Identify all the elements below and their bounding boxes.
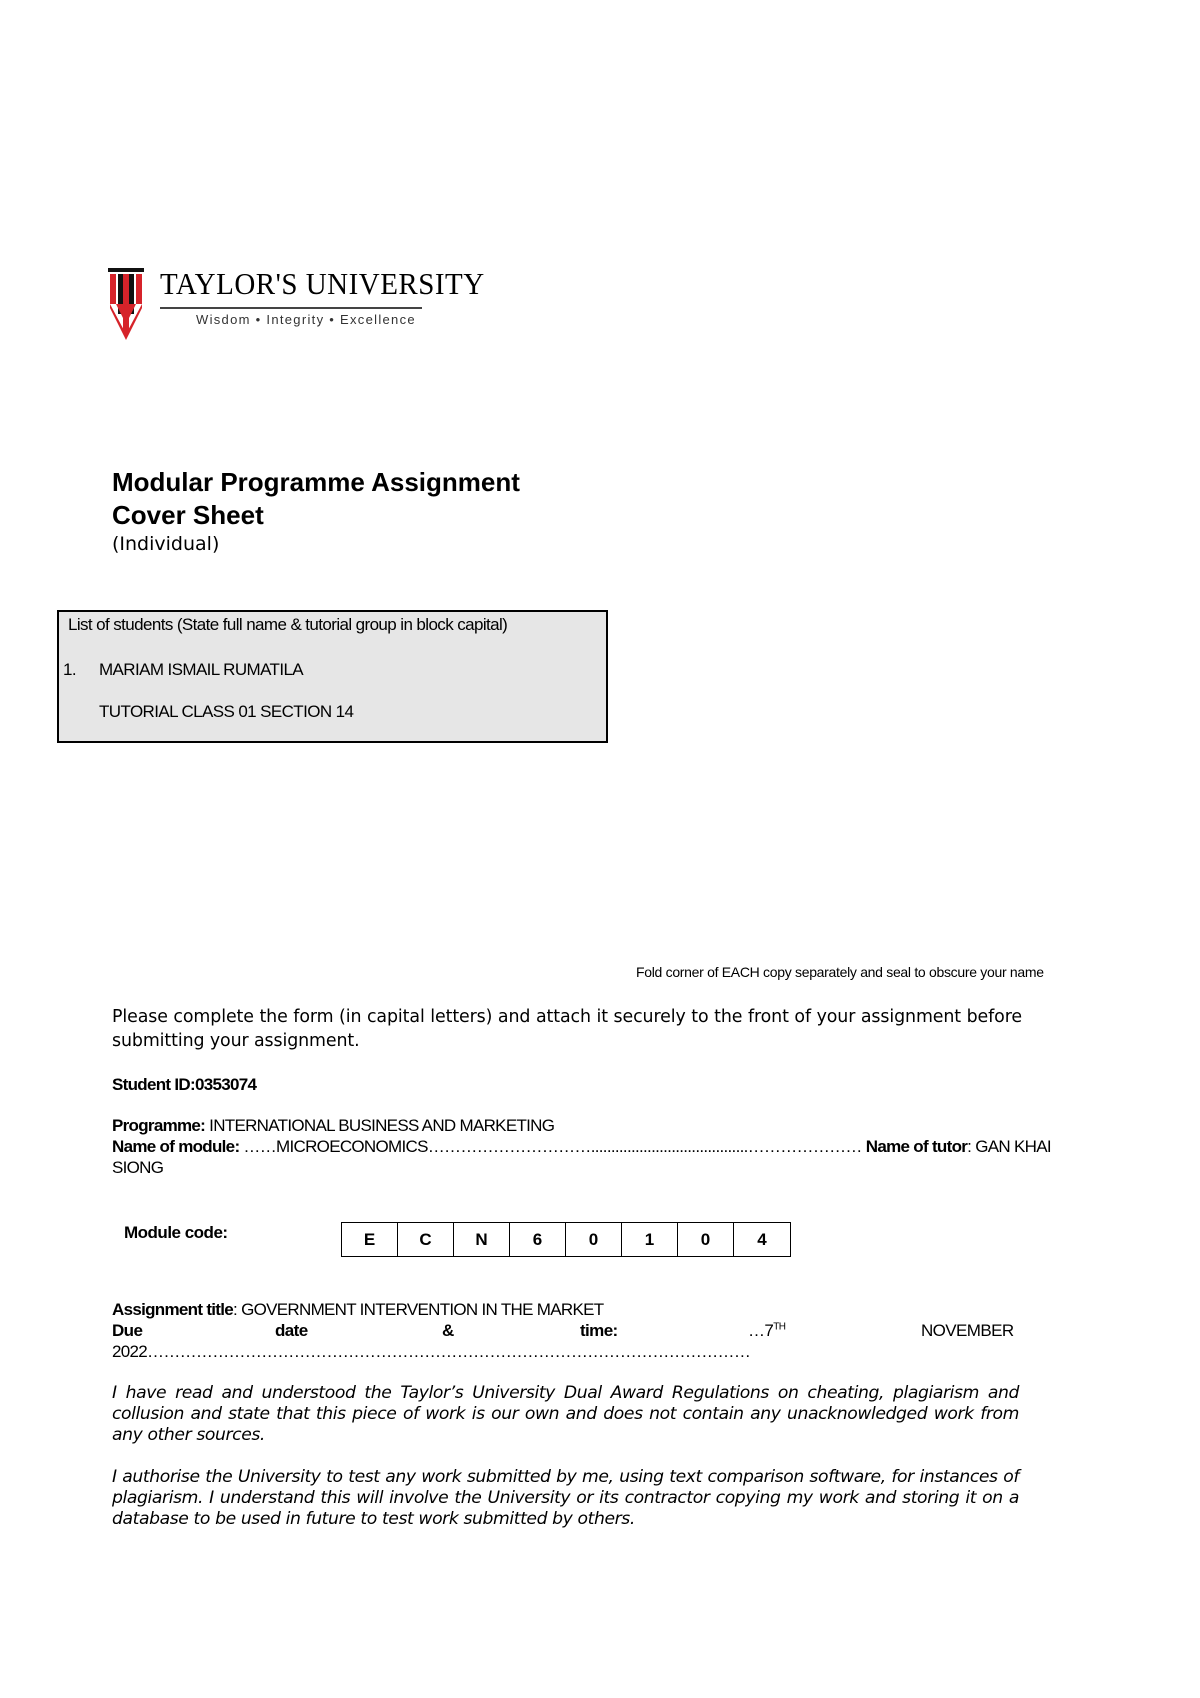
fold-notice: Fold corner of EACH copy separately and seal to obscure your name <box>636 964 1044 980</box>
due-date-day <box>748 1321 785 1341</box>
programme-value: INTERNATIONAL BUSINESS AND MARKETING <box>205 1116 555 1135</box>
due-date-month: NOVEMBER <box>921 1321 1014 1340</box>
page-subtitle: (Individual) <box>112 533 220 555</box>
student-id-value: 0353074 <box>194 1075 257 1094</box>
logo-divider <box>160 307 422 309</box>
declaration-authorisation: I authorise the University to test any work submitted by me, using text comparison software, for instances of plagiarism. I understand this will involve the University or its contractor copying my work and storing it on a database to be used in future to test work submitted by others. <box>112 1467 1019 1529</box>
module-code-char: 4 <box>757 1229 767 1249</box>
due-label-word1: Due <box>112 1321 143 1340</box>
page-title-line1: Modular Programme Assignment <box>112 467 520 497</box>
module-code-label: Module code: <box>124 1223 228 1242</box>
logo-tagline: Wisdom • Integrity • Excellence <box>196 312 416 327</box>
assignment-title-line <box>112 1300 603 1320</box>
tutor-label: Name of tutor <box>865 1137 968 1156</box>
module-name-value: ……MICROECONOMICS………………………….......................................………………… <box>239 1137 866 1156</box>
module-code-char: 0 <box>678 1223 734 1256</box>
module-code-char: N <box>454 1223 510 1256</box>
module-code-boxes <box>341 1222 791 1257</box>
due-date-year: 2022………………………………………………………………………………………………… <box>112 1342 751 1361</box>
assignment-title-label: Assignment title <box>112 1300 234 1319</box>
university-logo <box>108 268 485 348</box>
due-label-word3: & <box>442 1321 454 1340</box>
due-date-day-value: …7 <box>748 1321 774 1340</box>
assignment-title-value: : GOVERNMENT INTERVENTION IN THE MARKET <box>233 1300 604 1319</box>
due-date-line <box>112 1321 1022 1343</box>
due-label-word2: date <box>275 1321 308 1340</box>
student-id-line <box>112 1075 256 1095</box>
student-number: 1. <box>63 660 76 679</box>
declaration-plagiarism: I have read and understood the Taylor’s University Dual Award Regulations on cheating, plagiarism and collusion and state that this piece of work is our own and does not contain any unacknowledged work from any other sources. <box>112 1383 1019 1445</box>
module-code-char: 1 <box>622 1223 678 1256</box>
module-code-char: 6 <box>510 1223 566 1256</box>
due-date-day-suffix: TH <box>773 1321 786 1333</box>
tutor-value: : GAN KHAI <box>967 1137 1051 1156</box>
student-list-header: List of students (State full name & tutorial group in block capital) <box>68 615 508 634</box>
student-tutorial-group: TUTORIAL CLASS 01 SECTION 14 <box>99 702 354 721</box>
module-code-char: E <box>342 1223 398 1256</box>
due-label-word4: time: <box>580 1321 618 1340</box>
module-name-label: Name of module: <box>112 1137 240 1156</box>
programme-label: Programme: <box>112 1116 206 1135</box>
student-list-box <box>57 610 608 743</box>
programme-line <box>112 1116 554 1136</box>
tutor-value-continued: SIONG <box>112 1158 164 1177</box>
page-title-line2: Cover Sheet <box>112 500 264 530</box>
module-code-char: 0 <box>566 1223 622 1256</box>
instructions-text: Please complete the form (in capital letters) and attach it securely to the front of your assignment before submitting your assignment. <box>112 1007 1022 1051</box>
module-line <box>112 1137 1051 1157</box>
logo-name: TAYLOR'S UNIVERSITY <box>160 268 485 302</box>
student-name: MARIAM ISMAIL RUMATILA <box>99 660 304 679</box>
module-code-char: C <box>398 1223 454 1256</box>
crest-icon <box>108 268 148 342</box>
student-id-label: Student ID: <box>112 1075 195 1094</box>
